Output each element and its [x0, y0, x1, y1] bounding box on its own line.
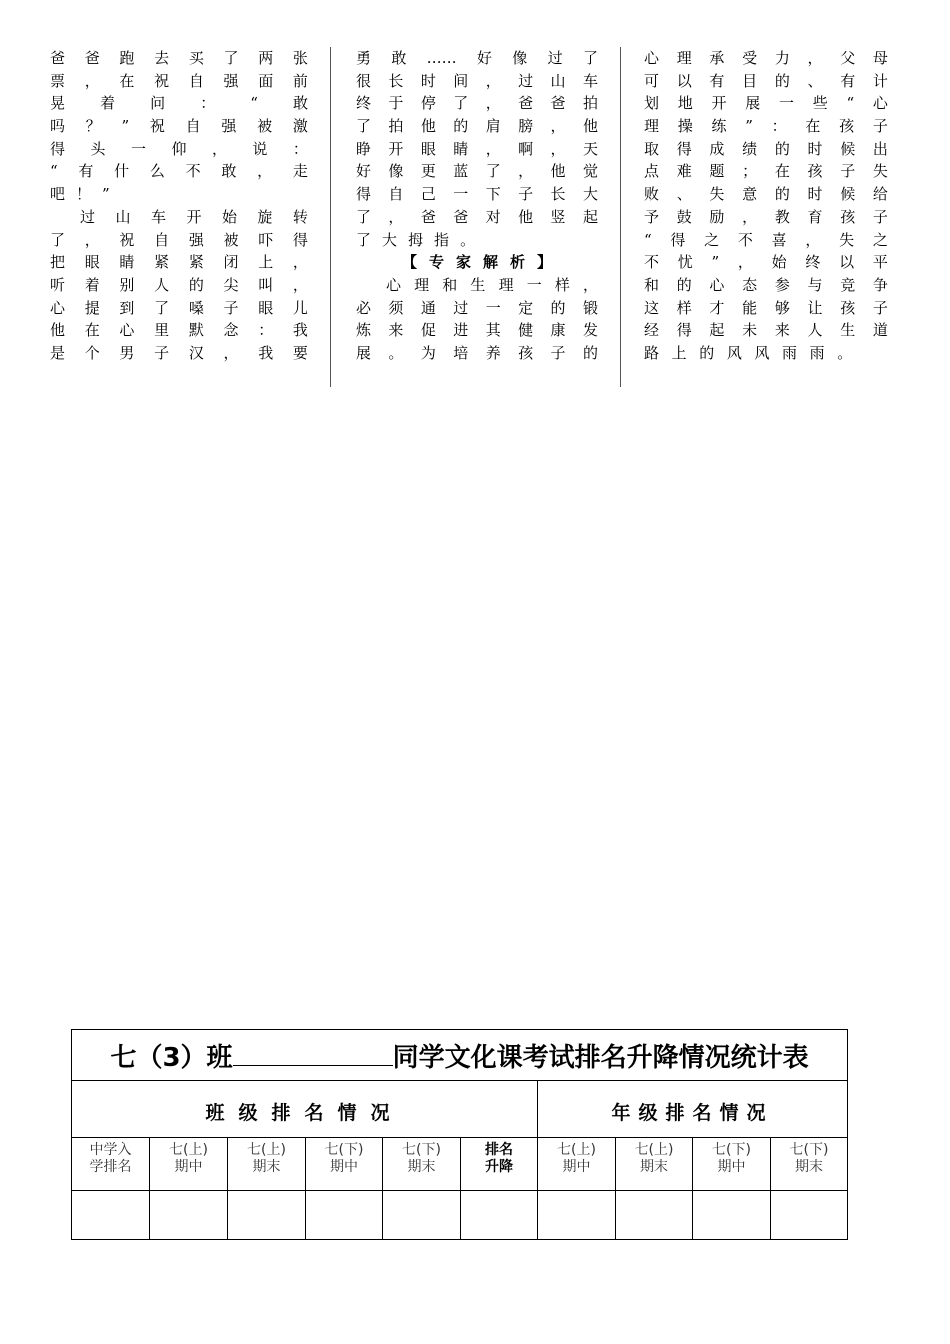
class-ranking-section-header: 班级排名情况 — [72, 1081, 538, 1138]
text-line: 炼 来 促 进 其 健 康 发 — [356, 321, 598, 340]
column-header-line: 期末 — [252, 1159, 281, 1175]
text-line: 很 长 时 间 ， 过 山 车 — [356, 71, 598, 90]
text-line: 心 提 到 了 嗓 子 眼 儿 — [50, 298, 308, 317]
text-line: 了 ， 爸 爸 对 他 竖 起 — [356, 207, 598, 226]
column-divider-2 — [620, 47, 621, 387]
table-row — [72, 1191, 848, 1240]
table-header-row — [72, 1138, 848, 1191]
text-line: 了 大 拇 指 。 — [356, 230, 476, 249]
ranking-input-cell[interactable] — [538, 1191, 616, 1240]
column-header-line: 期中 — [330, 1159, 358, 1175]
text-line: 他 在 心 里 默 念 ： 我 — [50, 321, 308, 340]
column-header-line: 七(下) — [324, 1142, 364, 1158]
ranking-input-cell[interactable] — [306, 1191, 383, 1240]
ranking-input-cell[interactable] — [228, 1191, 306, 1240]
column-header — [693, 1138, 771, 1191]
column-3-text — [644, 47, 888, 365]
text-line: “ 有 什 么 不 敢 ， 走 — [50, 162, 308, 181]
column-header — [150, 1138, 228, 1191]
text-line: 晃 着 问 ： “ 敢 — [50, 94, 308, 113]
column-header-line: 七(上) — [169, 1142, 208, 1158]
section-heading: 【 专 家 解 析 】 — [401, 253, 553, 272]
text-line: 把 眼 睛 紧 紧 闭 上 ， — [50, 253, 308, 272]
column-header — [616, 1138, 693, 1191]
ranking-statistics-table — [71, 1029, 848, 1240]
text-line: 展 。 为 培 养 孩 子 的 — [356, 343, 598, 362]
ranking-input-cell[interactable] — [461, 1191, 538, 1240]
text-line: 得 头 一 仰 ， 说 ： — [50, 139, 308, 158]
article-column-1 — [50, 47, 308, 365]
text-line: 不 忧 ” ， 始 终 以 平 — [644, 253, 888, 272]
student-name-blank[interactable] — [233, 1041, 393, 1066]
column-divider-1 — [330, 47, 331, 387]
column-header-line: 期末 — [795, 1159, 824, 1175]
text-line: 必 须 通 过 一 定 的 锻 — [356, 298, 598, 317]
text-line: “ 得 之 不 喜 ， 失 之 — [644, 230, 888, 249]
column-1-text — [50, 47, 308, 365]
text-line: 取 得 成 绩 的 时 候 出 — [644, 139, 888, 158]
ranking-input-cell[interactable] — [616, 1191, 693, 1240]
column-header — [538, 1138, 616, 1191]
column-header — [383, 1138, 461, 1191]
column-header-line: 期末 — [407, 1159, 436, 1175]
table-title — [72, 1030, 848, 1081]
text-line: 票 ， 在 祝 自 强 面 前 — [50, 71, 308, 90]
column-header-line: 七(上) — [557, 1142, 596, 1158]
text-line: 点 难 题 ； 在 孩 子 失 — [644, 162, 888, 181]
column-header-line: 期中 — [174, 1159, 203, 1175]
column-header-line: 七(上) — [634, 1142, 674, 1158]
text-line: 可 以 有 目 的 、 有 计 — [644, 71, 888, 90]
column-header-line: 七(上) — [247, 1142, 286, 1158]
column-header-line: 期中 — [717, 1159, 746, 1175]
text-line: 得 自 己 一 下 子 长 大 — [356, 185, 598, 204]
column-header-line: 期末 — [640, 1159, 668, 1175]
column-header — [306, 1138, 383, 1191]
column-header-line: 期中 — [562, 1159, 591, 1175]
article-column-3 — [644, 47, 888, 365]
text-line: 过 山 车 开 始 旋 转 — [80, 207, 308, 226]
text-line: 听 着 别 人 的 尖 叫 ， — [50, 275, 308, 294]
text-line: 路 上 的 风 风 雨 雨 。 — [644, 343, 853, 362]
text-line: 经 得 起 未 来 人 生 道 — [644, 321, 888, 340]
text-line: 败 、 失 意 的 时 候 给 — [644, 185, 888, 204]
text-line: 心 理 承 受 力 ， 父 母 — [644, 49, 888, 67]
text-line: 了 拍 他 的 肩 膀 ， 他 — [356, 117, 598, 136]
text-line: 勇 敢 …… 好 像 过 了 — [356, 49, 598, 67]
ranking-input-cell[interactable] — [150, 1191, 228, 1240]
text-line: 睁 开 眼 睛 ， 啊 ， 天 — [356, 139, 598, 158]
text-line: 理 操 练 ” ： 在 孩 子 — [644, 117, 888, 136]
text-line: 好 像 更 蓝 了 ， 他 觉 — [356, 162, 598, 181]
column-header-line: 排名 — [485, 1142, 513, 1158]
text-line: 心 理 和 生 理 一 样 ， — [386, 275, 598, 294]
text-line: 吧 ！ ” — [50, 185, 110, 204]
column-header-line: 七(下) — [402, 1142, 441, 1158]
ranking-input-cell[interactable] — [771, 1191, 848, 1240]
column-header-line: 七(下) — [789, 1142, 829, 1158]
grade-ranking-section-header: 年级排名情况 — [538, 1081, 848, 1138]
ranking-input-cell[interactable] — [72, 1191, 150, 1240]
text-line: 和 的 心 态 参 与 竞 争 — [644, 275, 888, 294]
text-line: 爸 爸 跑 去 买 了 两 张 — [50, 49, 308, 67]
article-column-2 — [356, 47, 598, 365]
column-header — [771, 1138, 848, 1191]
table-title-suffix: 同学文化课考试排名升降情况统计表 — [392, 1042, 809, 1073]
text-line: 划 地 开 展 一 些 “ 心 — [644, 94, 888, 113]
ranking-input-cell[interactable] — [383, 1191, 461, 1240]
column-header-line: 七(下) — [712, 1142, 751, 1158]
text-line: 这 样 才 能 够 让 孩 子 — [644, 298, 888, 317]
table-title-prefix: 七（3）班 — [110, 1042, 233, 1073]
text-line: 吗 ？ ” 祝 自 强 被 激 — [50, 117, 308, 136]
ranking-input-cell[interactable] — [693, 1191, 771, 1240]
column-header — [228, 1138, 306, 1191]
column-header — [72, 1138, 150, 1191]
column-header-line: 学排名 — [89, 1159, 132, 1175]
column-header-line: 升降 — [485, 1159, 513, 1175]
text-line: 是 个 男 子 汉 ， 我 要 — [50, 343, 308, 362]
column-header-line: 中学入 — [89, 1142, 132, 1158]
text-line: 予 鼓 励 ， 教 育 孩 子 — [644, 207, 888, 226]
column-header — [461, 1138, 538, 1191]
text-line: 终 于 停 了 ， 爸 爸 拍 — [356, 94, 598, 113]
text-line: 了 ， 祝 自 强 被 吓 得 — [50, 230, 308, 249]
column-2-text — [356, 47, 598, 365]
